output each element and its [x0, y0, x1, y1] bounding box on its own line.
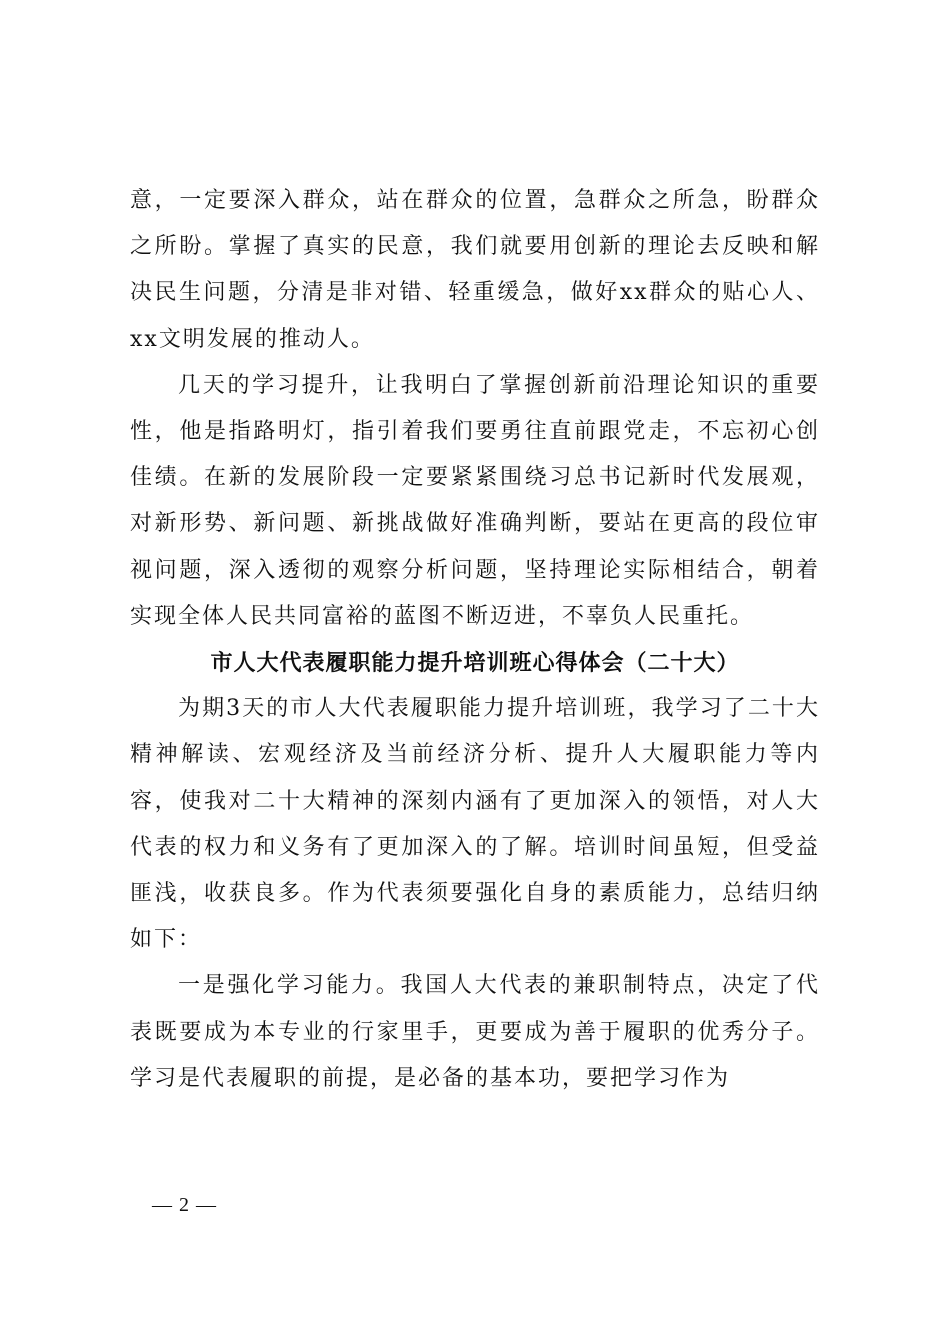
document-body: [130, 178, 820, 1102]
paragraph-continuation: 意，一定要深入群众，站在群众的位置，急群众之所急，盼群众之所盼。掌握了真实的民意，我们就要用创新的理论去反映和解决民生问题，分清是非对错、轻重缓急，做好xx群众的贴心人、xx文明发展的推动人。: [130, 188, 820, 352]
page-number: — 2 —: [152, 1194, 217, 1216]
section-title: 市人大代表履职能力提升培训班心得体会（二十大）: [210, 650, 740, 677]
paragraph-point-one: 一是强化学习能力。我国人大代表的兼职制特点，决定了代表既要成为本专业的行家里手，更要成为善于履职的优秀分子。学习是代表履职的前提，是必备的基本功，要把学习作为: [130, 973, 820, 1091]
paragraph-learning-reflection: 几天的学习提升，让我明白了掌握创新前沿理论知识的重要性，他是指路明灯，指引着我们要勇往直前跟党走，不忘初心创佳绩。在新的发展阶段一定要紧紧围绕习总书记新时代发展观，对新形势、新问题、新挑战做好准确判断，要站在更高的段位审视问题，深入透彻的观察分析问题，坚持理论实际相结合，朝着实现全体人民共同富裕的蓝图不断迈进，不辜负人民重托。: [130, 372, 820, 629]
paragraph-training-intro: 为期3天的市人大代表履职能力提升培训班，我学习了二十大精神解读、宏观经济及当前经济分析、提升人大履职能力等内容，使我对二十大精神的深刻内涵有了更加深入的领悟，对人大代表的权力和义务有了更加深入的了解。培训时间虽短，但受益匪浅，收获良多。作为代表须要强化自身的素质能力，总结归纳如下：: [130, 696, 820, 953]
